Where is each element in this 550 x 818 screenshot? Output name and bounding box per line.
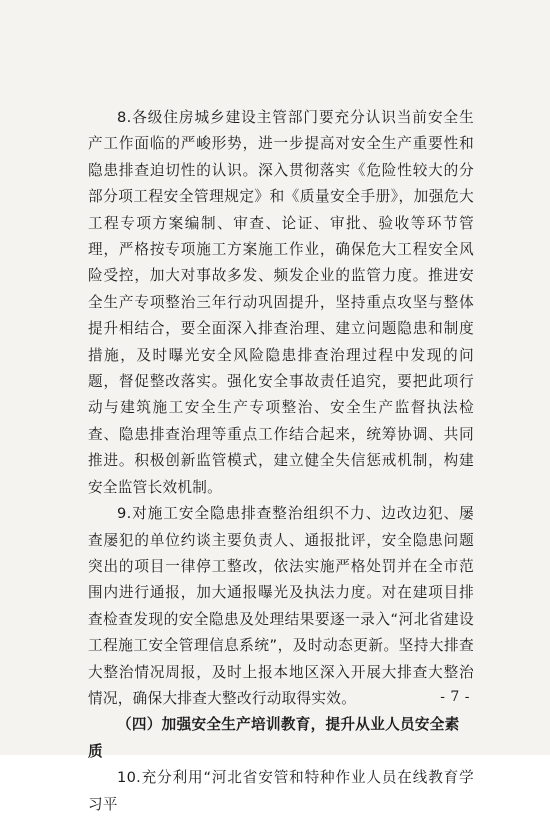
page-number: - 7 - <box>440 689 470 705</box>
paragraph-item-10: 10.充分利用“河北省安管和特种作业人员在线教育学习平 <box>88 769 474 813</box>
paragraph-item-9: 9.对施工安全隐患排查整治组织不力、边改边犯、屡查屡犯的单位约谈主要负责人、通报批评，安全隐患问题突出的项目一律停工整改，依法实施严格处罚并在全市范围内进行通报，加大通报曝光及执法力度。对在建项目排查检查发现的安全隐患及处理结果要逐一录入“河北省建设工程施工安全管理信息系统”，及时动态更新。坚持大排查大整治情况周报，及时上报本地区深入开展大排查大整治情况，确保大排查大整改行动取得实效。 <box>88 505 474 707</box>
document-body <box>88 105 474 818</box>
paragraph-item-8: 8.各级住房城乡建设主管部门要充分认识当前安全生产工作面临的严峻形势，进一步提高对安全生产重要性和隐患排查迫切性的认识。深入贯彻落实《危险性较大的分部分项工程安全管理规定》和《质量安全手册》，加强危大工程专项方案编制、审查、论证、审批、验收等环节管理，严格按专项施工方案施工作业，确保危大工程安全风险受控，加大对事故多发、频发企业的监管力度。推进安全生产专项整治三年行动巩固提升，坚持重点攻坚与整体提升相结合，要全面深入排查治理、建立问题隐患和制度措施，及时曝光安全风险隐患排查治理过程中发现的问题，督促整改落实。强化安全事故责任追究，要把此项行动与建筑施工安全生产专项整治、安全生产监督执法检查、隐患排查治理等重点工作结合起来，统筹协调、共同推进。积极创新监管模式，建立健全失信惩戒机制，构建安全监管长效机制。 <box>88 109 474 496</box>
section-heading: （四）加强安全生产培训教育，提升从业人员安全素质 <box>88 716 460 760</box>
